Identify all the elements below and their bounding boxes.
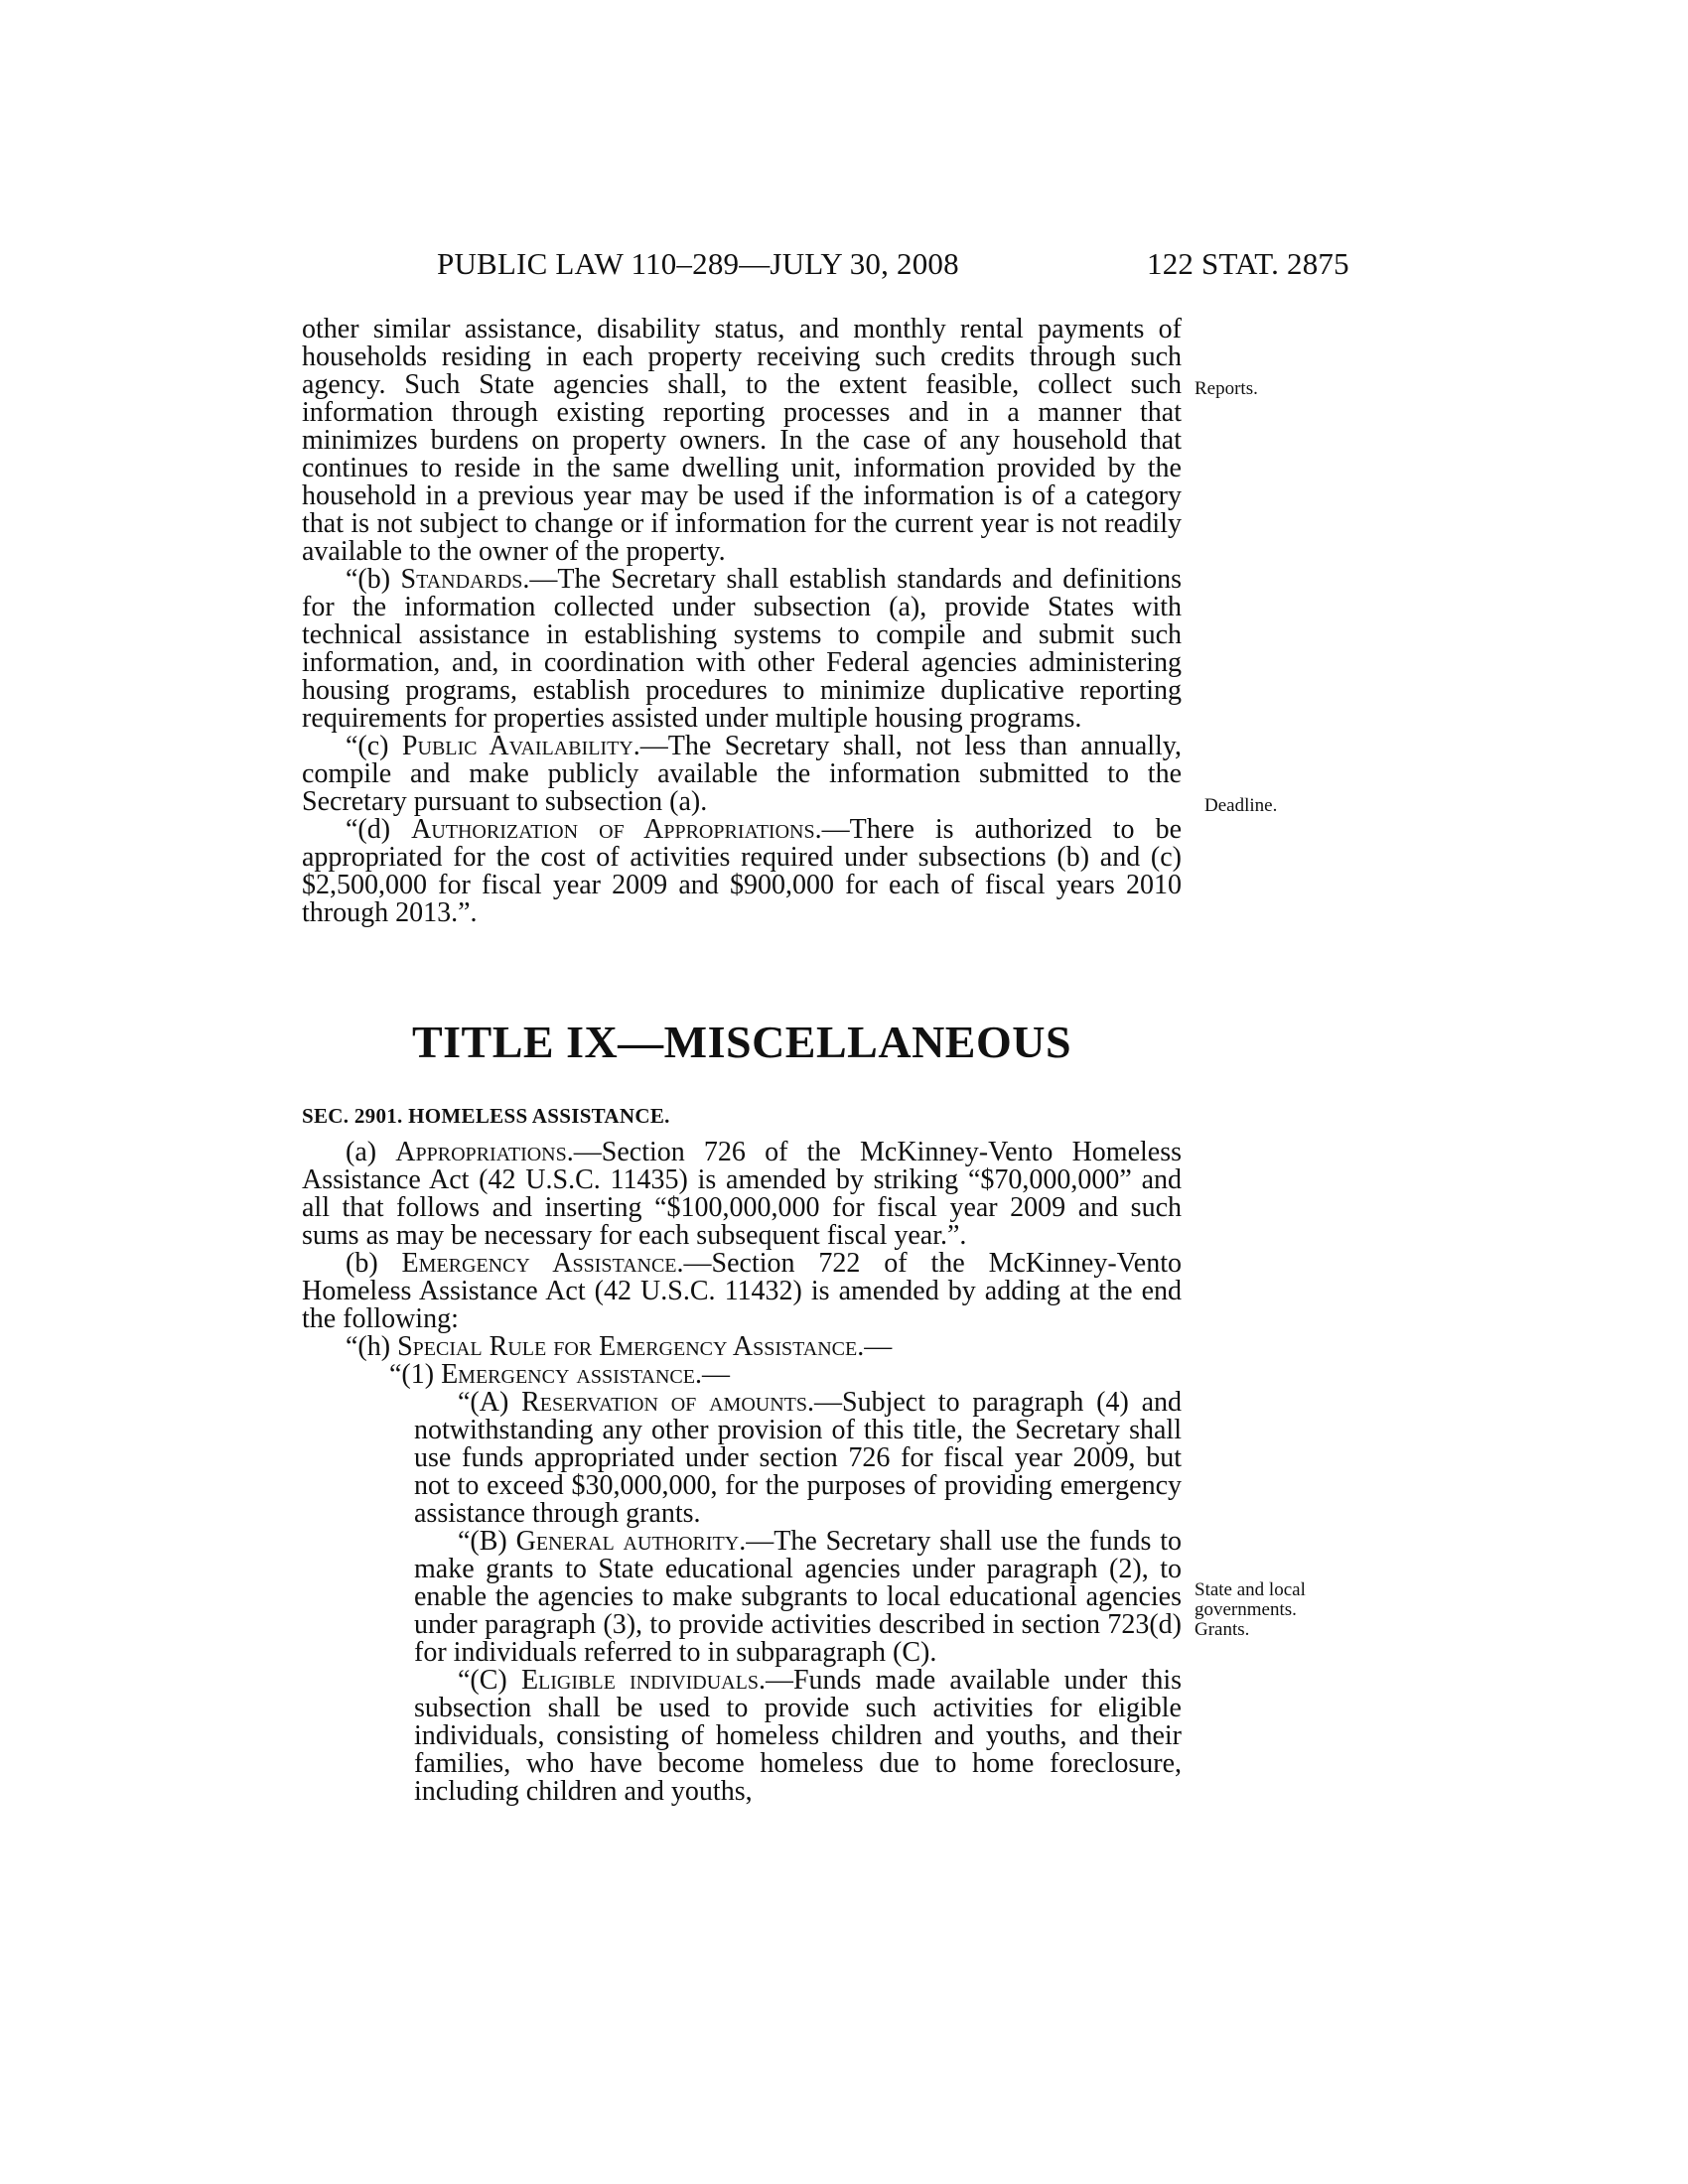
margin-note-deadline: Deadline. [1204,795,1278,816]
paragraph-1-heading [302,1361,1182,1389]
margin-note-line: Grants. [1195,1619,1250,1640]
subparagraph-text: .—The Secretary shall use the funds to make grants to State educational agencies under paragraph (2), to enable the agencies to make subgrants to local educational agencies under paragraph (3), to provide activities described in section 723(d) for individuals referred to in subparagraph (C). [414,1526,1182,1668]
subsection-heading: Appropriations [395,1137,567,1167]
subsection-text: .—The Secretary shall establish standards and definitions for the information collected under subsection (a), provide States with technical assistance in establishing systems to compile and submit such information, and, in coordination with other Federal agencies administering housing programs, establish procedures to minimize duplicative reporting requirements for properties assisted under multiple housing programs. [302,564,1183,734]
subparagraph-heading: Eligible individuals [520,1665,759,1696]
subsection-label: “(h) [346,1331,398,1362]
heading-dash: .— [694,1359,730,1390]
margin-note-reports: Reports. [1195,378,1258,399]
subsection-heading: Public Availability [401,731,633,761]
subsection-h-heading [302,1333,1182,1361]
running-header-left: PUBLIC LAW 110–289—JULY 30, 2008 [437,246,959,281]
subparagraph-C [302,1667,1182,1806]
subparagraph-heading: General authority [515,1526,740,1557]
subparagraph-text: .—Subject to paragraph (4) and notwithstanding any other provision of this title, the Secretary shall use funds appropriated under section 726 for fiscal year 2009, but not to exceed $30,000,000, for the purposes of providing emergency assistance through grants. [414,1387,1183,1529]
paragraph-continuation: other similar assistance, disability status, and monthly rental payments of households residing in each property receiving such credits through such agency. Such State agencies shall, to the extent feasible, collect such information through existing reporting processes and in a manner that minimizes burdens on property owners. In the case of any household that continues to reside in the same dwelling unit, information provided by the household in a previous year may be used if the information is of a category that is not subject to change or if information for the current year is not readily available to the owner of the property. [302,314,1182,567]
subparagraph-label: “(A) [458,1387,522,1418]
subparagraph-A [302,1389,1182,1528]
subsection-text: .—There is authorized to be appropriated for the cost of activities required under subsections (b) and (c) $2,500,000 for fiscal year 2009 and $900,000 for each of fiscal years 2010 through 2013.”. [302,814,1182,928]
subsection-label: “(b) [346,564,401,595]
subparagraph-heading: Reservation of amounts [521,1387,808,1418]
subsection-c-public-availability [302,733,1182,816]
paragraph-label: “(1) [389,1359,442,1390]
subsection-label: “(c) [346,731,402,761]
subsection-text: .—Section 726 of the McKinney-Vento Homeless Assistance Act (42 U.S.C. 11435) is amended by striking “$70,000,000” and all that follows and inserting “$100,000,000 for fiscal year 2009 and such sums as may be necessary for each subsequent fiscal year.”. [302,1137,1182,1251]
subsection-a-appropriations [302,1139,1182,1250]
subsection-b-emergency-assistance [302,1250,1182,1333]
page-number: 122 STAT. 2875 [1147,246,1349,281]
subsection-d-authorization [302,816,1182,927]
subsection-label: “(d) [346,814,412,845]
subsection-heading: Authorization of Appropriations [411,814,815,845]
margin-note-line: State and local [1195,1579,1306,1600]
subsection-text: .—Section 722 of the McKinney-Vento Homeless Assistance Act (42 U.S.C. 11432) is amended by adding at the end the following: [302,1248,1183,1334]
paragraph-heading: Emergency assistance [441,1359,695,1390]
subsection-b-standards [302,566,1182,733]
subsection-heading: Standards [400,564,523,595]
subparagraph-label: “(B) [458,1526,516,1557]
body-text-upper [302,316,1182,927]
margin-note-state-local-grants [1195,1580,1306,1640]
heading-dash: .— [857,1331,893,1362]
section-heading: SEC. 2901. HOMELESS ASSISTANCE. [302,1104,670,1128]
subparagraph-text: .—Funds made available under this subsection shall be used to provide such activities for eligible individuals, consisting of homeless children and youths, and their families, who have become homeless due to home foreclosure, including children and youths, [414,1665,1182,1807]
body-text-lower [302,1139,1182,1806]
title-heading: TITLE IX—MISCELLANEOUS [411,1017,1072,1067]
subparagraph-label: “(C) [458,1665,521,1696]
subsection-text: .—The Secretary shall, not less than annually, compile and make publicly available the information submitted to the Secretary pursuant to subsection (a). [302,731,1182,817]
subsection-heading: Emergency Assistance [401,1248,677,1279]
subsection-label: (a) [346,1137,396,1167]
subsection-heading: Special Rule for Emergency Assistance [397,1331,858,1362]
subsection-label: (b) [346,1248,402,1279]
margin-note-line: governments. [1195,1599,1297,1620]
subparagraph-B [302,1528,1182,1667]
